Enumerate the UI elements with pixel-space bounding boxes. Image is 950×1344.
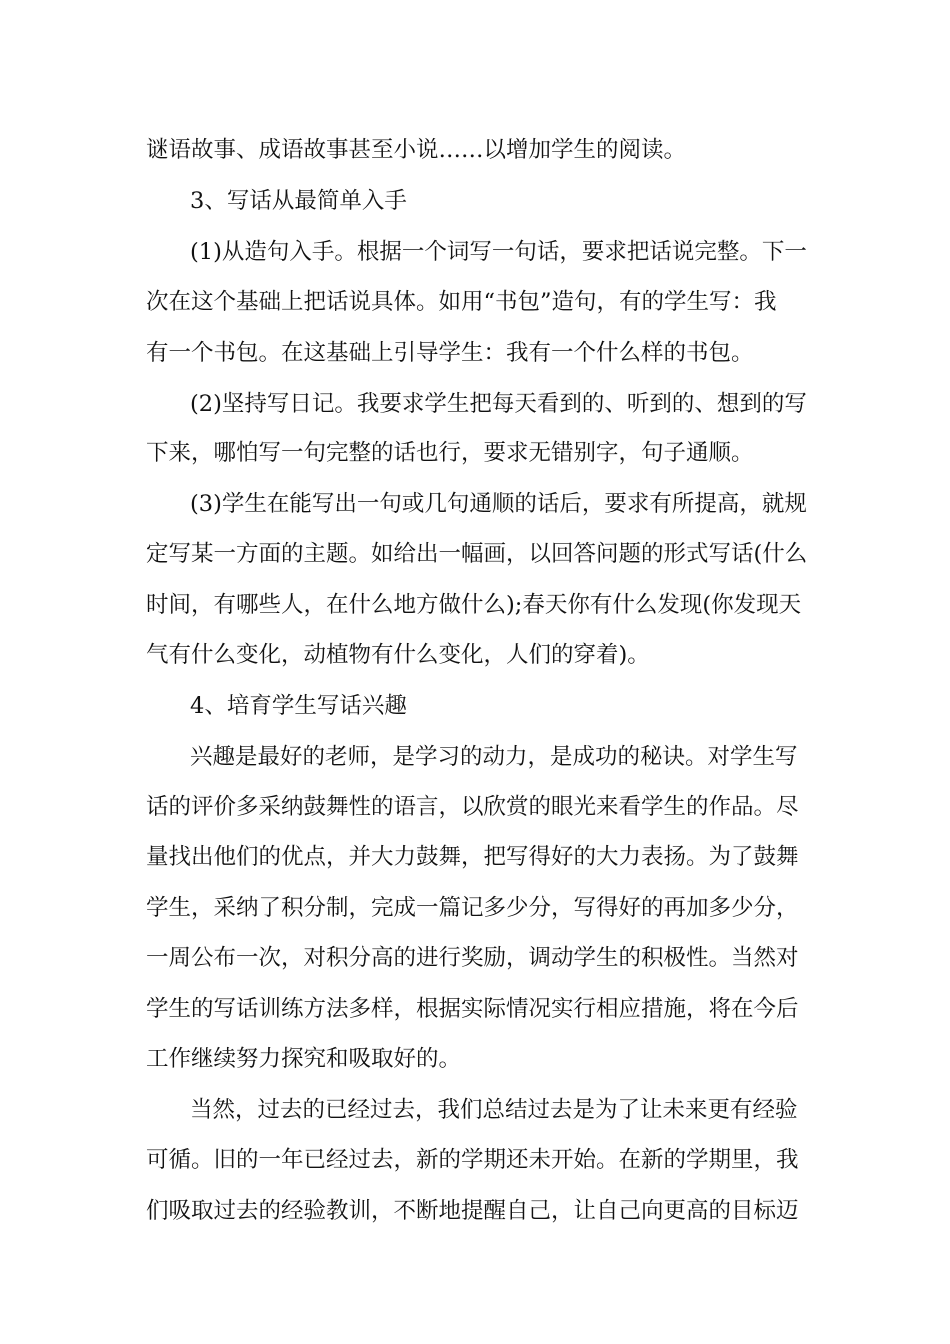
text-line: 下来，哪怕写一句完整的话也行，要求无错别字，句子通顺。 bbox=[146, 440, 754, 466]
section-heading: 4、培育学生写话兴趣 bbox=[190, 693, 407, 719]
text-line: 次在这个基础上把话说具体。如用“书包”造句，有的学生写：我 bbox=[146, 289, 777, 315]
text-line: 兴趣是最好的老师，是学习的动力，是成功的秘诀。对学生写 bbox=[190, 744, 798, 770]
text-line: 谜语故事、成语故事甚至小说……以增加学生的阅读。 bbox=[146, 137, 687, 163]
text-line: 一周公布一次，对积分高的进行奖励，调动学生的积极性。当然对 bbox=[146, 945, 799, 971]
text-line: 工作继续努力探究和吸取好的。 bbox=[146, 1046, 462, 1072]
text-line: 时间，有哪些人，在什么地方做什么);春天你有什么发现(你发现天 bbox=[146, 592, 802, 618]
text-line: 气有什么变化，动植物有什么变化，人们的穿着)。 bbox=[146, 642, 650, 668]
text-line: 当然，过去的已经过去，我们总结过去是为了让未来更有经验 bbox=[190, 1097, 798, 1123]
section-heading: 3、写话从最简单入手 bbox=[190, 188, 407, 214]
text-line: (3)学生在能写出一句或几句通顺的话后，要求有所提高，就规 bbox=[190, 491, 807, 517]
text-line: 量找出他们的优点，并大力鼓舞，把写得好的大力表扬。为了鼓舞 bbox=[146, 844, 799, 870]
text-line: 学生，采纳了积分制，完成一篇记多少分，写得好的再加多少分， bbox=[146, 895, 799, 921]
text-line: 们吸取过去的经验教训，不断地提醒自己，让自己向更高的目标迈 bbox=[146, 1198, 799, 1224]
text-line: 有一个书包。在这基础上引导学生：我有一个什么样的书包。 bbox=[146, 340, 754, 366]
text-line: 可循。旧的一年已经过去，新的学期还未开始。在新的学期里，我 bbox=[146, 1147, 799, 1173]
text-line: 话的评价多采纳鼓舞性的语言，以欣赏的眼光来看学生的作品。尽 bbox=[146, 794, 799, 820]
text-line: (1)从造句入手。根据一个词写一句话，要求把话说完整。下一 bbox=[190, 239, 807, 265]
text-line: (2)坚持写日记。我要求学生把每天看到的、听到的、想到的写 bbox=[190, 391, 807, 417]
text-line: 学生的写话训练方法多样，根据实际情况实行相应措施，将在今后 bbox=[146, 996, 799, 1022]
text-line: 定写某一方面的主题。如给出一幅画，以回答问题的形式写话(什么 bbox=[146, 541, 808, 567]
